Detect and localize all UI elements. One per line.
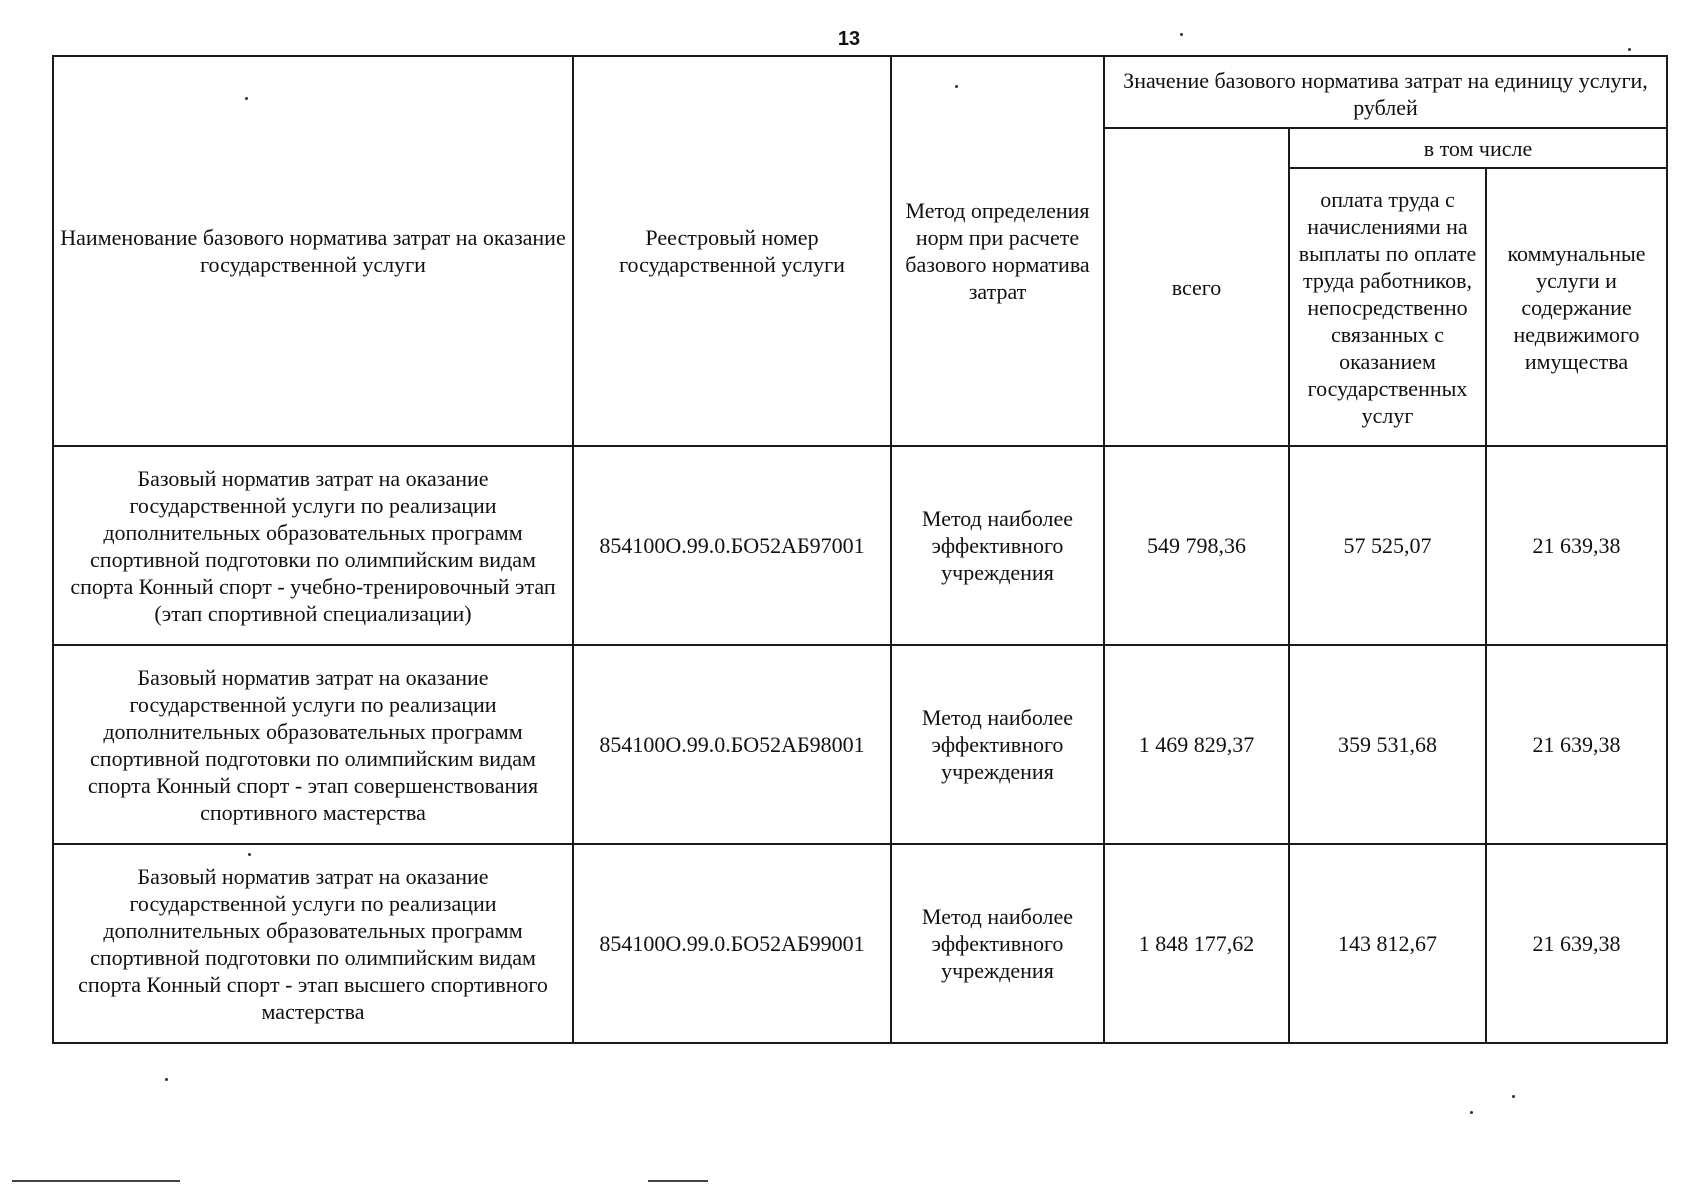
header-labor: оплата труда с начислениями на выплаты по оплате труда работников, непосредственно связанных с оказанием государственных услуг	[1289, 168, 1486, 446]
header-utilities: коммунальные услуги и содержание недвижимого имущества	[1486, 168, 1667, 446]
header-total: всего	[1104, 128, 1289, 446]
table-row	[53, 446, 1667, 645]
scan-speck	[955, 85, 958, 88]
header-name: Наименование базового норматива затрат на оказание государственной услуги	[53, 56, 573, 446]
row-labor: 359 531,68	[1289, 645, 1486, 844]
row-method: Метод наиболее эффективного учреждения	[891, 446, 1104, 645]
row-labor: 57 525,07	[1289, 446, 1486, 645]
scan-speck	[1512, 1095, 1515, 1098]
header-method: Метод определения норм при расчете базового норматива затрат	[891, 56, 1104, 446]
scan-speck	[245, 97, 248, 100]
scan-speck	[165, 1078, 168, 1081]
table-row	[53, 645, 1667, 844]
scan-speck	[248, 853, 251, 856]
row-name: Базовый норматив затрат на оказание государственной услуги по реализации дополнительных образовательных программ спортивной подготовки по олимпийским видам спорта Конный спорт - учебно-тренировочный этап (этап спортивной специализации)	[53, 446, 573, 645]
row-registry-number: 854100О.99.0.БО52АБ99001	[573, 844, 891, 1043]
row-total: 549 798,36	[1104, 446, 1289, 645]
row-registry-number: 854100О.99.0.БО52АБ97001	[573, 446, 891, 645]
footer-rule	[648, 1180, 708, 1182]
row-name: Базовый норматив затрат на оказание государственной услуги по реализации дополнительных образовательных программ спортивной подготовки по олимпийским видам спорта Конный спорт - этап совершенствования спортивного мастерства	[53, 645, 573, 844]
row-method: Метод наиболее эффективного учреждения	[891, 844, 1104, 1043]
row-method: Метод наиболее эффективного учреждения	[891, 645, 1104, 844]
scan-speck	[1470, 1111, 1473, 1114]
footer-rule	[12, 1180, 180, 1182]
base-cost-norms-table	[52, 55, 1668, 1044]
row-labor: 143 812,67	[1289, 844, 1486, 1043]
header-including: в том числе	[1289, 128, 1667, 168]
header-row-1	[53, 56, 1667, 128]
scan-speck	[1628, 48, 1631, 51]
row-utilities: 21 639,38	[1486, 446, 1667, 645]
header-registry-number: Реестровый номер государственной услуги	[573, 56, 891, 446]
page-number: 13	[837, 28, 861, 50]
row-name: Базовый норматив затрат на оказание государственной услуги по реализации дополнительных образовательных программ спортивной подготовки по олимпийским видам спорта Конный спорт - этап высшего спортивного мастерства	[53, 844, 573, 1043]
scan-speck	[1180, 33, 1183, 36]
row-total: 1 848 177,62	[1104, 844, 1289, 1043]
row-utilities: 21 639,38	[1486, 645, 1667, 844]
row-registry-number: 854100О.99.0.БО52АБ98001	[573, 645, 891, 844]
header-value-group: Значение базового норматива затрат на единицу услуги, рублей	[1104, 56, 1667, 128]
row-utilities: 21 639,38	[1486, 844, 1667, 1043]
row-total: 1 469 829,37	[1104, 645, 1289, 844]
table-row	[53, 844, 1667, 1043]
